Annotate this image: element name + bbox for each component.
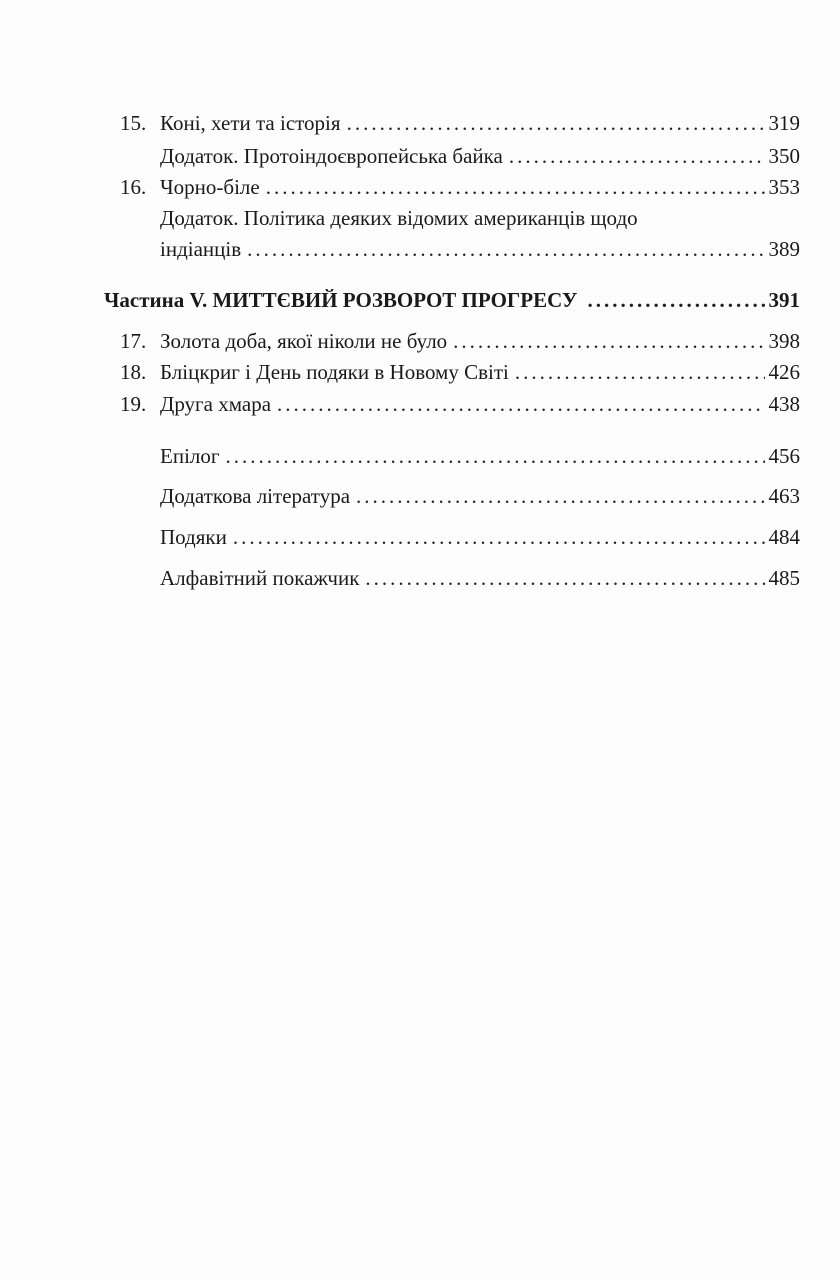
leader-dots [453,326,764,357]
toc-entry [104,563,800,594]
page-number: 319 [768,111,800,135]
leader-dots [587,285,764,316]
page-number: 398 [768,329,800,353]
toc-entry [104,357,800,388]
toc-entry [104,141,800,172]
toc-entry [104,108,800,139]
epilogue-title: Епілог [160,444,220,468]
chapter-title: Чорно-біле [160,175,260,199]
toc-entry [104,389,800,420]
chapter-number: 18. [120,360,147,384]
further-reading-title: Додаткова література [160,484,351,508]
chapter-number: 17. [120,329,147,353]
leader-dots [277,389,764,420]
index-title: Алфавітний покажчик [160,566,360,590]
leader-dots [356,481,764,512]
leader-dots [247,234,764,265]
toc-entry [104,481,800,512]
appendix-title-line1: Додаток. Політика деяких відомих американців щодо [160,206,638,230]
chapter-number: 15. [120,111,147,135]
toc-entry [104,441,800,472]
page-number: 389 [768,237,800,261]
part-title: Частина V. МИТТЄВИЙ РОЗВОРОТ ПРОГРЕСУ [104,288,578,312]
chapter-title: Друга хмара [160,392,272,416]
page-number: 426 [768,360,800,384]
page-number: 485 [768,566,800,590]
toc-entry [104,522,800,553]
chapter-title: Золота доба, якої ніколи не було [160,329,448,353]
leader-dots [266,172,765,203]
leader-dots [515,357,765,388]
chapter-title: Коні, хети та історія [160,111,341,135]
leader-dots [347,108,765,139]
chapter-number: 16. [120,175,147,199]
leader-dots [233,522,765,553]
toc-entry [104,172,800,203]
leader-dots [226,441,765,472]
leader-dots [365,563,764,594]
toc-entry [104,326,800,357]
appendix-title: Додаток. Протоіндоєвропейська байка [160,144,503,168]
page-number: 391 [768,288,800,312]
leader-dots [509,141,765,172]
page-number: 438 [768,392,800,416]
page-number: 456 [768,444,800,468]
part-heading [104,285,800,316]
toc-entry [104,203,800,265]
chapter-title: Бліцкриг і День подяки в Новому Світі [160,360,509,384]
acknowledgements-title: Подяки [160,525,227,549]
chapter-number: 19. [120,392,147,416]
appendix-title-line2: індіанців [160,237,242,261]
page-number: 350 [768,144,800,168]
page-number: 353 [768,175,800,199]
page-number: 484 [768,525,800,549]
page-number: 463 [768,484,800,508]
